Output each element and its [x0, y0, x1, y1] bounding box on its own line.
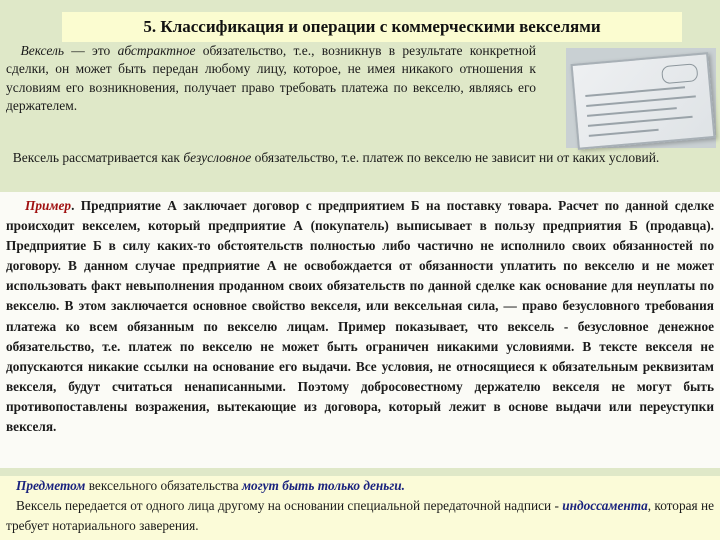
unconditional-paragraph	[6, 148, 716, 167]
bottom-l1b: вексельного обязательства	[85, 478, 242, 493]
term-unconditional: безусловное	[183, 150, 252, 165]
term-money-only: могут быть только деньги.	[241, 478, 405, 493]
bottom-l2: Вексель передается от одного лица другому на основании специальной передаточной надписи -	[16, 498, 563, 513]
example-paragraph	[0, 192, 720, 437]
bottom-l2end: , которая не требует нотариального заверения.	[6, 498, 714, 533]
bill-of-exchange-photo	[566, 48, 716, 148]
intro-rest: обязательство, т.е., возникнув в результате конкретной сделки, он может быть передан любому лицу, которое, не имея никакого отношения к условиям его возникновения, получает право требовать платежа по векселю, являясь его держателем.	[6, 43, 536, 113]
example-text: . Предприятие А заключает договор с предприятием Б на поставку товара. Расчет по данной сделке происходит векселем, который предприятие А (покупатель) выписывает в пользу предприятия Б (продавца). Предприятие Б в силу каких-то обстоятельств полностью либо частично не исполнило своих обязанностей по договору. В данном случае предприятие А не освобождается от обязанности уплатить по векселю и не может использовать факт невыполнения проданном своих обязательств по данной сделке как основание для неуплаты по векселю. В этом заключается основное свойство векселя, или вексельная сила, — право безусловного требования платежа ко всем обязанным по векселю лицам. Пример показывает, что вексель - безусловное денежное обязательство, т.е. платеж по векселю не может быть ограничен никакими условиями. В тексте векселя не допускаются никакие ссылки на основание его выдачи. Все условия, не относящиеся к обязательным реквизитам векселя, будут считаться ненаписанными. Поэтому добросовестному держателю векселя не могут быть противопоставлены возражения, вытекающие из договора, который лежит в основе выдачи или переуступки векселя.	[6, 198, 714, 435]
intro-paragraph	[6, 42, 536, 115]
bottom-line-2	[0, 496, 720, 536]
intro-dash: — это	[64, 43, 118, 58]
slide-title: 5. Классификация и операции с коммерческими векселями	[62, 12, 682, 42]
bottom-line-1	[0, 476, 720, 496]
term-abstract: абстрактное	[117, 43, 196, 58]
document-icon	[571, 52, 716, 150]
example-block	[0, 192, 720, 468]
example-label: Пример	[25, 198, 72, 213]
term-vexel: Вексель	[20, 43, 65, 58]
para2-a: Вексель рассматривается как	[12, 150, 184, 165]
term-endorsement: индоссамента	[562, 498, 648, 513]
term-subject: Предметом	[15, 478, 86, 493]
bottom-block	[0, 476, 720, 540]
para2-c: обязательство, т.е. платеж по векселю не зависит ни от каких условий.	[251, 150, 660, 165]
